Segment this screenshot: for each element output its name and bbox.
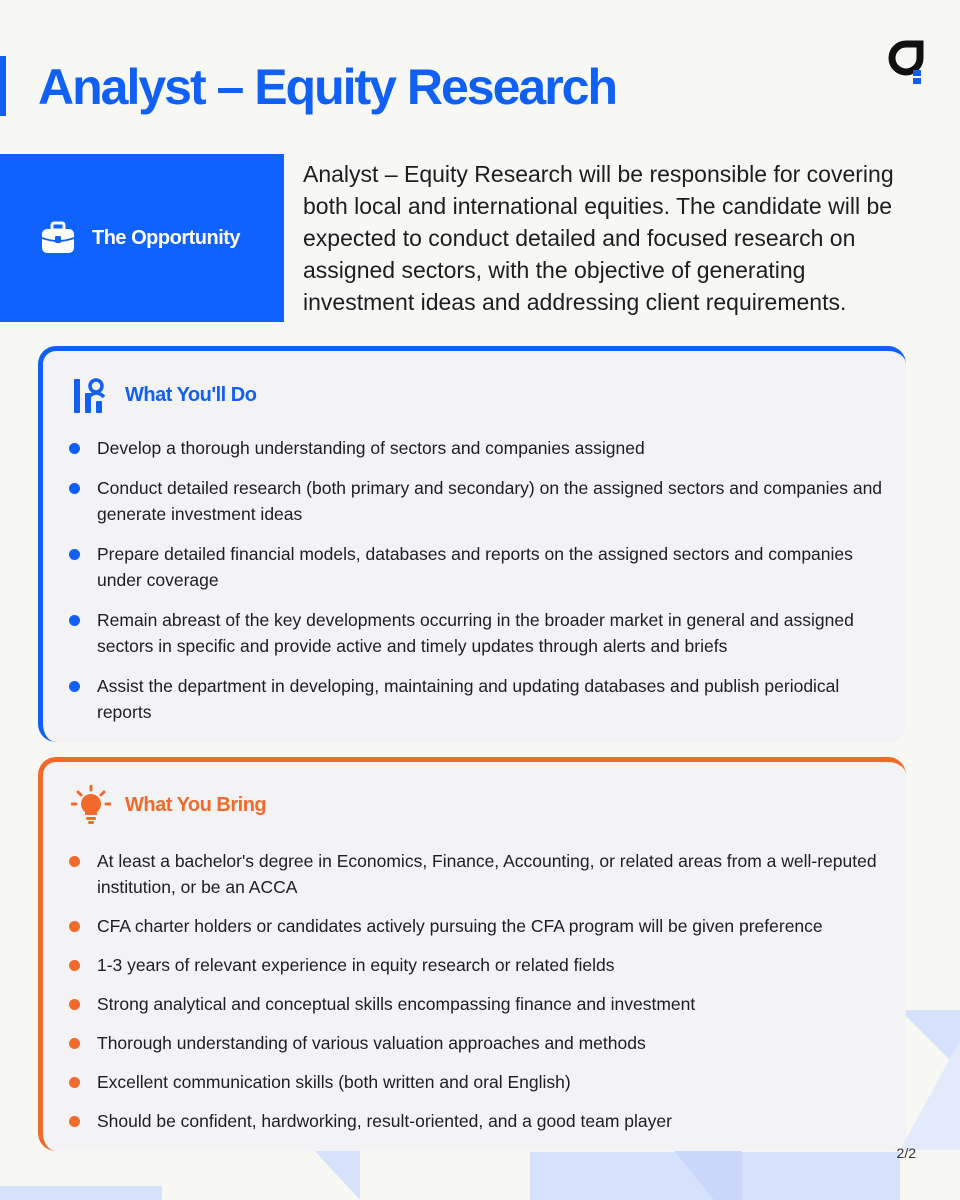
list-item-text: Prepare detailed financial models, databases and reports on the assigned sectors and companies under coverage <box>97 544 853 590</box>
bullet-dot <box>69 681 80 692</box>
bullet-dot <box>69 960 80 971</box>
list-item <box>65 475 885 527</box>
bullet-dot <box>69 999 80 1010</box>
opportunity-label: The Opportunity <box>92 226 241 249</box>
what-youll-do-heading: What You'll Do <box>125 383 257 406</box>
bullet-dot <box>69 549 80 560</box>
decor-shape <box>900 1040 960 1150</box>
bullet-dot <box>69 483 80 494</box>
list-item-text: Strong analytical and conceptual skills encompassing finance and investment <box>97 994 696 1014</box>
bullet-dot <box>69 615 80 626</box>
what-youll-do-card <box>38 346 906 742</box>
list-item-text: Should be confident, hardworking, result-oriented, and a good team player <box>97 1111 672 1131</box>
what-youll-do-list <box>65 435 885 739</box>
bullet-dot <box>69 921 80 932</box>
list-item <box>65 541 885 593</box>
what-you-bring-heading: What You Bring <box>125 793 267 816</box>
brand-logo <box>886 40 926 88</box>
list-item-text: 1-3 years of relevant experience in equity research or related fields <box>97 955 615 975</box>
list-item <box>65 435 885 461</box>
list-item <box>65 952 885 978</box>
opportunity-text: Analyst – Equity Research will be responsible for covering both local and international equities. The candidate will be expected to conduct detailed and focused research on assigned sectors, with the objective of generating investment ideas and addressing client requirements. <box>303 161 894 315</box>
bullet-dot <box>69 1077 80 1088</box>
decor-shape <box>312 1148 360 1200</box>
chart-person-icon <box>71 375 111 415</box>
list-item-text: Thorough understanding of various valuation approaches and methods <box>97 1033 646 1053</box>
list-item <box>65 1069 885 1095</box>
list-item <box>65 991 885 1017</box>
list-item-text: Assist the department in developing, maintaining and updating databases and publish periodical reports <box>97 676 840 722</box>
page-title: Analyst – Equity Research <box>38 59 617 115</box>
list-item-text: Develop a thorough understanding of sectors and companies assigned <box>97 438 645 458</box>
list-item <box>65 673 885 725</box>
list-item <box>65 607 885 659</box>
list-item <box>65 1030 885 1056</box>
what-youll-do-header <box>71 375 256 415</box>
list-item-text: CFA charter holders or candidates actively pursuing the CFA program will be given preference <box>97 916 823 936</box>
opportunity-panel <box>0 154 284 322</box>
list-item <box>65 1108 885 1134</box>
list-item-text: Conduct detailed research (both primary and secondary) on the assigned sectors and companies and generate investment ideas <box>97 478 883 524</box>
what-you-bring-card <box>38 757 906 1151</box>
what-you-bring-list <box>65 848 885 1147</box>
decor-shape <box>0 1186 162 1200</box>
briefcase-icon <box>40 221 76 255</box>
bullet-dot <box>69 856 80 867</box>
list-item-text: At least a bachelor's degree in Economics, Finance, Accounting, or related areas from a well-reputed institution, or be an ACCA <box>97 851 877 897</box>
title-accent-bar <box>0 56 6 116</box>
list-item-text: Remain abreast of the key developments occurring in the broader market in general and assigned sectors in specific and provide active and timely updates through alerts and briefs <box>97 610 854 656</box>
bullet-dot <box>69 1116 80 1127</box>
what-you-bring-header <box>71 785 266 825</box>
list-item-text: Excellent communication skills (both written and oral English) <box>97 1072 571 1092</box>
list-item <box>65 848 885 900</box>
list-item <box>65 913 885 939</box>
bullet-dot <box>69 1038 80 1049</box>
lightbulb-icon <box>71 785 111 825</box>
bullet-dot <box>69 443 80 454</box>
page-indicator: 2/2 <box>896 1145 916 1161</box>
